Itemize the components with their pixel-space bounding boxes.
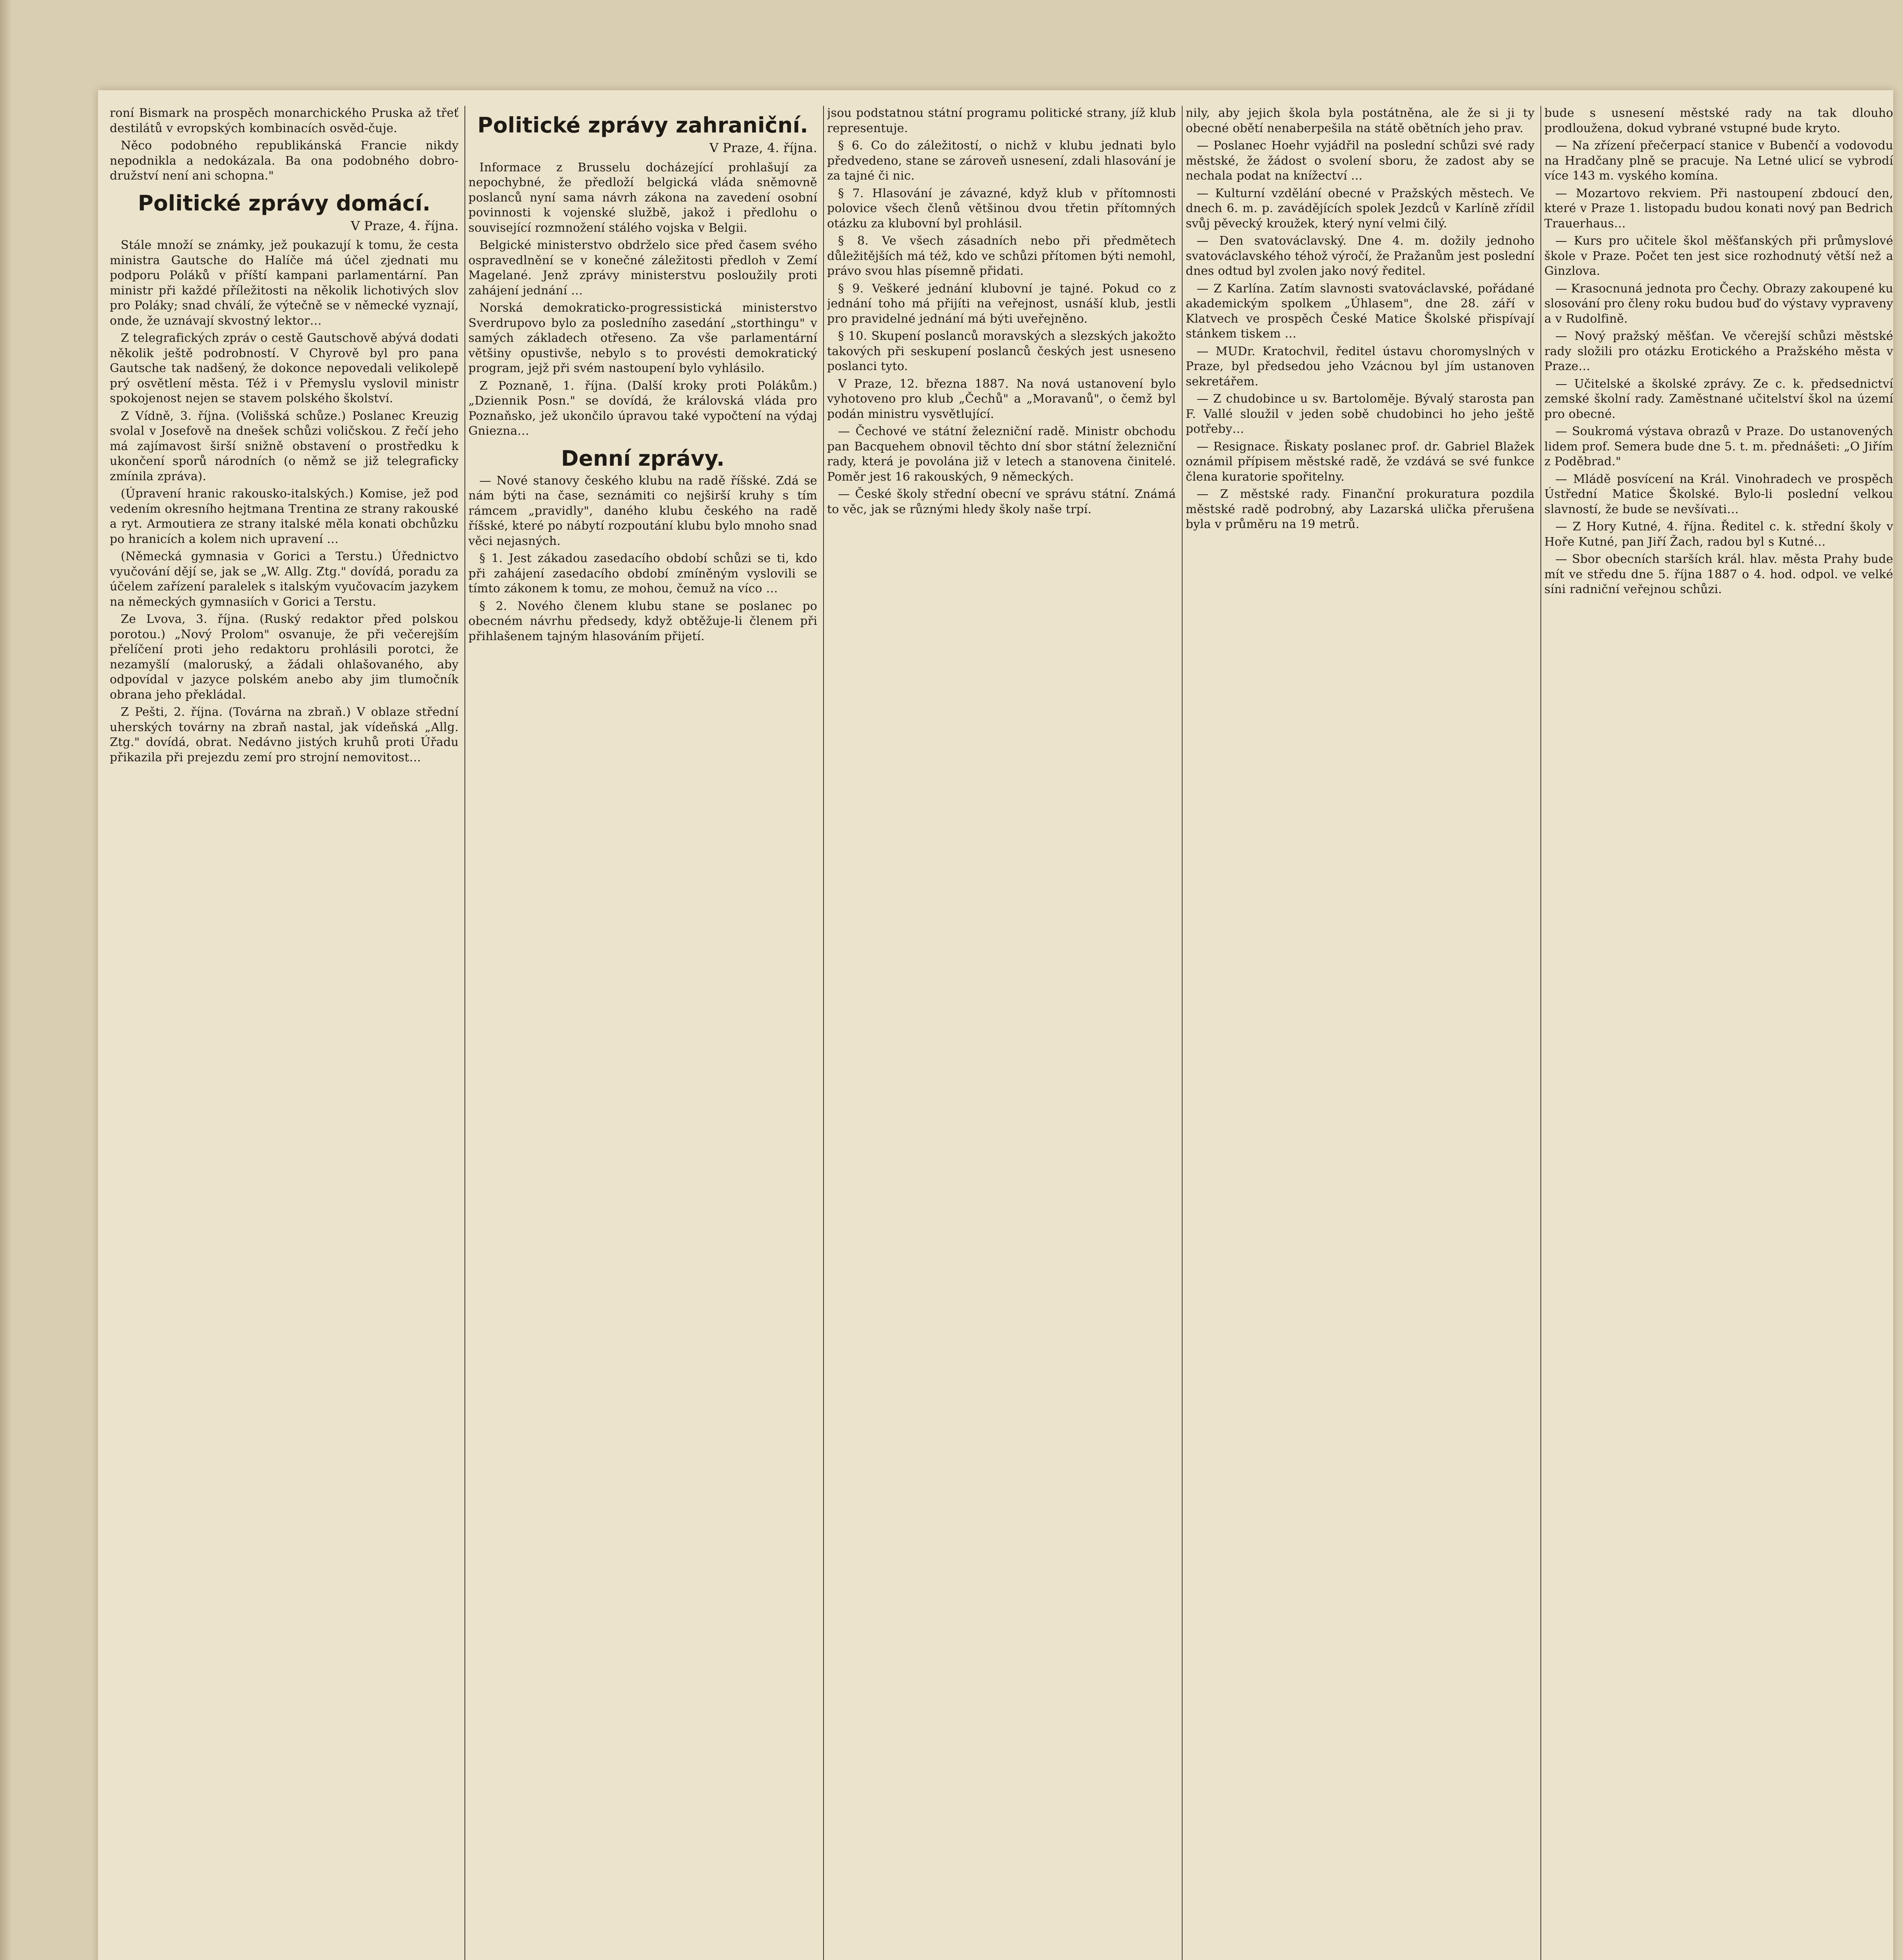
paragraph: § 1. Jest zákadou zasedacího období schůzi se ti, kdo při zahájení zasedacího období zmíněným vyslovili se tímto zákonem k tomu, ze mohou, čemuž na víco … [468, 552, 817, 595]
paragraph: — České školy střední obecní ve správu státní. Známá to věc, jak se různými hledy školy naše trpí. [827, 487, 1176, 516]
paragraph: — Učitelské a školské zprávy. Ze c. k. předsednictví zemské školní rady. Zaměstnané učitelství škol na území pro obecné. [1544, 377, 1893, 421]
paragraph: (Německá gymnasia v Gorici a Terstu.) Úřednictvo vyučování dějí se, jak se „W. Allg. Ztg." dovídá, poradu za účelem zařízení paralelek s italským vyučovacím jazykem na německých gymnasiích v Gorici a Terstu. [110, 550, 459, 609]
column-2 [468, 106, 817, 1960]
paragraph: V Praze, 12. března 1887. Na nová ustanovení bylo vyhotoveno pro klub „Čechů" a „Moravanů", o čemž byl podán ministru vysvětlující. [827, 377, 1176, 421]
section-heading-daily-news: Denní zprávy. [561, 446, 725, 471]
paragraph: — Čechové ve státní železniční radě. Ministr obchodu pan Bacquehem obnovil těchto dní sbor státní železniční rady, která je povolána již v letech a stanovena činitelé. Poměr jest 16 rakouských, 9 německých. [827, 425, 1176, 484]
paragraph: — Z Hory Kutné, 4. října. Ředitel c. k. střední školy v Hoře Kutné, pan Jiří Žach, radou byl s Kutné… [1544, 520, 1893, 549]
paragraph: — Resignace. Řiskaty poslanec prof. dr. Gabriel Blažek oznámil přípisem městské radě, že vzdává se své funkce člena kuratorie spořitelny. [1186, 439, 1535, 484]
column-rule [464, 106, 465, 1960]
paragraph: Norská demokraticko-progressistická ministerstvo Sverdrupovo bylo za posledního zasedání „storthingu" v samých základech otřeseno. Za vše parlamentární většiny opustivše, nebylo s to provésti demokratický program, jejž při svém nastoupení bylo vyhlásilo. [468, 301, 817, 375]
paragraph: — Z Karlína. Zatím slavnosti svatováclavské, pořádané akademickým spolkem „Úhlasem", dne 28. září v Klatvech ve prospěch České Matice Školské přispívají stánkem tiskem … [1186, 281, 1535, 341]
column-rule [1182, 106, 1183, 1960]
section-heading-foreign: Politické zprávy zahraniční. [477, 113, 808, 138]
paragraph: Něco podobného republikánská Francie nikdy nepodnikla a nedokázala. Ba ona podobného dobro-družství není ani schopna." [110, 139, 459, 183]
paragraph: — Sbor obecních starších král. hlav. města Prahy bude mít ve středu dne 5. října 1887 o 4. hod. odpol. ve velké síni radniční veřejnou schůzi. [1544, 552, 1893, 596]
paragraph: Z telegrafických zpráv o cestě Gautschově abývá dodati několik ještě podrobností. V Chyrově byl pro pana Gautsche tak nadšený, že dokonce nepovedali velikolepě prý osvětlení města. Též i v Přemyslu vyslovil ministr spokojenost nejen se stavem polského školství. [110, 331, 459, 405]
paragraph: § 9. Veškeré jednání klubovní je tajné. Pokud co z jednání toho má přijíti na veřejnost, usnáší klub, jestli pro pravidelné jednání má býti uveřejněno. [827, 281, 1176, 326]
paragraph: — Na zřízení přečerpací stanice v Bubenčí a vodovodu na Hradčany plně se pracuje. Na Letné ulicí se vybrodí více 143 m. vyského komína. [1544, 139, 1893, 183]
paragraph: Ze Lvova, 3. října. (Ruský redaktor před polskou porotou.) „Nový Prolom" osvanuje, že při večerejším přelíčení proti jeho redaktoru prohlásili porotci, že nezamyšlí (maloruský, a žádali ohlašovaného, aby odpovídal v jazyce polském anebo aby jim tlumočník obrana jeho překládal. [110, 612, 459, 702]
paragraph: Z Vídně, 3. října. (Volišská schůze.) Poslanec Kreuzig svolal v Josefově na dnešek schůzi voličskou. Z řečí jeho má zajímavost širší snižně obstavení o prostředku k ukončení sporů národních (o němž se již telegraficky zmínila zpráva). [110, 409, 459, 483]
column-4 [1186, 106, 1535, 1960]
paragraph: — Mozartovo rekviem. Při nastoupení zbdoucí den, které v Praze 1. listopadu budou konati nový pan Bedrich Trauerhaus… [1544, 186, 1893, 230]
paragraph: — MUDr. Kratochvil, ředitel ústavu choromyslných v Praze, byl předsedou jeho Vzácnou byl jím ustanoven sekretářem. [1186, 344, 1535, 388]
dateline: V Praze, 4. října. [351, 218, 459, 233]
column-1-intro [110, 106, 459, 184]
paragraph: (Úpravení hranic rakousko-italských.) Komise, jež pod vedením okresního hejtmana Trentina ze strany rakouské a ryt. Armoutiera ze strany italské měla konati obchůzku po hranicích a kolem nich upravení … [110, 487, 459, 546]
paragraph: Z Poznaně, 1. října. (Další kroky proti Polákům.) „Dziennik Posn." se dovídá, že královská vláda pro Poznaňsko, jež ukončilo úpravou také vypočtení na výdaj Gniezna… [468, 379, 817, 438]
paragraph: — Z městské rady. Finanční prokuratura pozdila městské radě podrobný, aby Lazarská ulička přerušena byla v průměru na 19 metrů. [1186, 487, 1535, 531]
section-heading-domestic: Politické zprávy domácí. [138, 191, 431, 216]
paragraph: § 8. Ve všech zásadních nebo při předmětech důležitějších má též, kdo ve schůzi přítomen býti nemohl, právo svou hlas písemně přidati. [827, 234, 1176, 278]
paragraph: — Poslanec Hoehr vyjádřil na poslední schůzi své rady městské, že žádost o svolení sboru, že zadost aby se nechala podat na knížectví ... [1186, 139, 1535, 183]
paragraph: — Kurs pro učitele škol měšťanských při průmyslové škole v Praze. Počet ten jest sice rozhodnutý větší než a Ginzlova. [1544, 234, 1893, 278]
column-rule [1540, 106, 1541, 1960]
column-rule [823, 106, 824, 1960]
column-1 [110, 106, 459, 1960]
column-1-body [110, 238, 459, 765]
paragraph: Informace z Brusselu docházející prohlašují za nepochybné, že předloží belgická vláda sněmovně poslanců nyní sama návrh zákona na zavedení osobní povinnosti k vojenské službě, jakož i předlohu o související rozmnožení stálého vojska v Belgii. [468, 160, 817, 235]
column-5 [1544, 106, 1893, 1960]
paragraph: bude s usnesení městské rady na tak dlouho prodloužena, dokud vybrané vstupné bude kryto. [1544, 106, 1893, 135]
paragraph: § 6. Co do záležitostí, o nichž v klubu jednati bylo předvedeno, stane se zároveň usnesení, zdali hlasování je za tajné či nic. [827, 139, 1176, 183]
paragraph: — Den svatováclavský. Dne 4. m. dožily jednoho svatováclavského téhož výročí, že Pražanům jest poslední dnes odtud byl zvolen jako nový ředitel. [1186, 234, 1535, 278]
paragraph: — Mládě posvícení na Král. Vinohradech ve prospěch Ústřední Matice Školské. Bylo-li poslední velkou slavností, že bude se nevšívati… [1544, 472, 1893, 516]
paragraph: § 2. Nového členem klubu stane se poslanec po obecném návrhu předsedy, když obtěžuje-li členem při přihlašenem tajným hlasováním přijetí. [468, 599, 817, 643]
paragraph: — Z chudobince u sv. Bartoloměje. Bývalý starosta pan F. Vallé sloužil v jeden sobě chudobinci ho jeho ještě potřeby… [1186, 392, 1535, 436]
column-2-news [468, 474, 817, 644]
paragraph: § 7. Hlasování je závazné, když klub v přítomnosti polovice všech členů většinou dvou třetin přítomných otázku za klubovní byl prohlásil. [827, 186, 1176, 230]
paragraph: Belgické ministerstvo obdrželo sice před časem svého ospravedlnění se v konečné záležitosti předloh v Zemí Magelané. Jenž zprávy ministerstvu posloužily proti zahájení jednání … [468, 238, 817, 298]
paragraph: § 10. Skupení poslanců moravských a slezských jakožto takových při seskupení poslanců českých jest usneseno poslanci tyto. [827, 329, 1176, 373]
paragraph: — Kulturní vzdělání obecné v Pražských městech. Ve dnech 6. m. p. zavádějících spolek Jezdců v Karlíně zřídil svůj pěvecký kroužek, který nyní velmi čilý. [1186, 186, 1535, 230]
paragraph: Z Pešti, 2. října. (Továrna na zbraň.) V oblaze střední uherských továrny na zbraň nastal, jak vídeňská „Allg. Ztg." dovídá, obrat. Nedávno jistých kruhů proti Úřadu přikazila při prejezdu zemí pro strojní nemovitost… [110, 705, 459, 764]
paragraph: — Nové stanovy českého klubu na radě říšské. Zdá se nám býti na čase, seznámiti co nejširší kruhy s tím rámcem „pravidly", daného klubu českého na radě říšské, které po nábytí rozpoutání klubu bylo mnoho snad věci nejasných. [468, 474, 817, 548]
column-3 [827, 106, 1176, 1960]
newspaper-page [98, 90, 1893, 1960]
paragraph: jsou podstatnou státní programu politické strany, jíž klub representuje. [827, 106, 1176, 135]
paragraph: Stále množí se známky, jež poukazují k tomu, že cesta ministra Gautsche do Halíče má účel zjednati mu podporu Poláků v příští kampani parlamentární. Pan ministr při každé příležitosti na několik lichotivých slov pro Poláky; snad chválí, že výtečně se v německé vyznají, onde, že uznávají skvostný lektor… [110, 238, 459, 328]
paragraph: nily, aby jejich škola byla postátněna, ale že si ji ty obecné obětí nenaberpešila na státě obětních jeho prav. [1186, 106, 1535, 135]
page-edge [0, 0, 12, 1960]
paragraph: — Soukromá výstava obrazů v Praze. Do ustanovených lidem prof. Semera bude dne 5. t. m. přednášeti: „O Jiřím z Poděbrad." [1544, 425, 1893, 468]
column-2-body [468, 160, 817, 439]
paragraph: roní Bismark na prospěch monarchického Pruska až třeť destilátů v evropských kombinacích osvěd-čuje. [110, 106, 459, 135]
dateline: V Praze, 4. října. [709, 140, 817, 155]
paragraph: — Nový pražský měšťan. Ve včerejší schůzi městské rady složili pro otázku Erotického a Pražského města v Praze… [1544, 329, 1893, 373]
paragraph: — Krasocnuná jednota pro Čechy. Obrazy zakoupené ku slosování pro členy roku budou buď do výstavy vypraveny a v Rudolfině. [1544, 281, 1893, 326]
